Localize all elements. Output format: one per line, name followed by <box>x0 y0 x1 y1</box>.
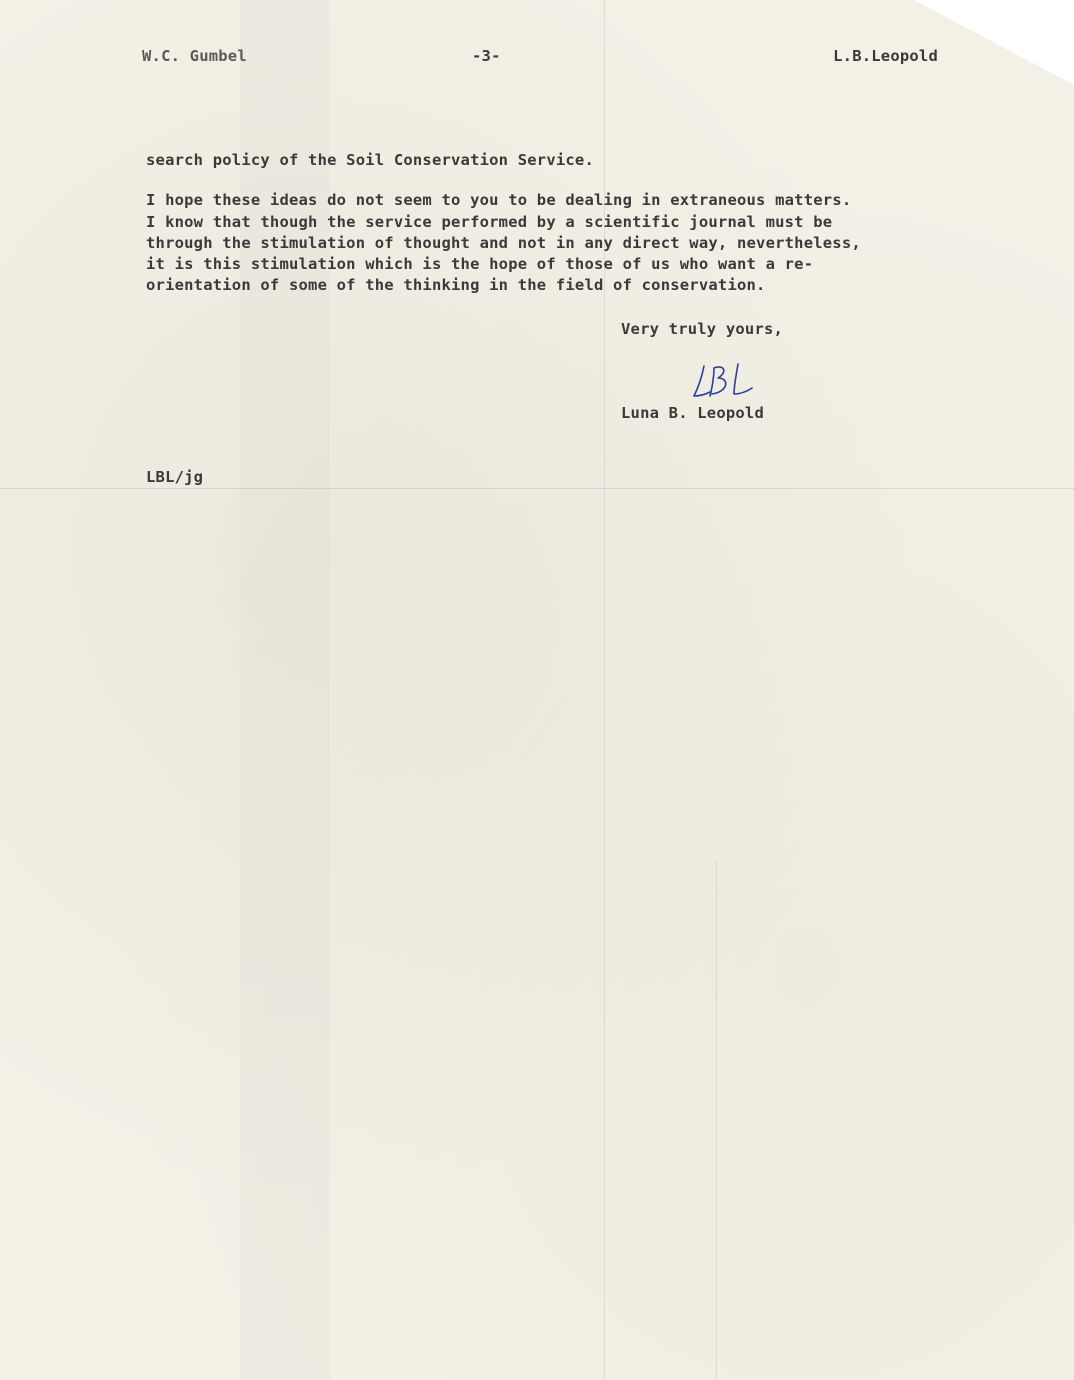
crease-line <box>716 860 717 1380</box>
closing-salutation: Very truly yours, <box>621 320 784 338</box>
fold-line-horizontal <box>0 488 1074 489</box>
signer-name: Luna B. Leopold <box>621 404 764 422</box>
letter-body <box>146 150 966 297</box>
handwritten-signature <box>684 354 764 404</box>
body-line: I hope these ideas do not seem to you to be dealing in extraneous matters. <box>146 191 852 210</box>
body-line: I know that though the service performed by a scientific journal must be <box>146 212 833 231</box>
header-recipient: W.C. Gumbel <box>142 47 247 65</box>
body-line: search policy of the Soil Conservation Service. <box>146 151 594 169</box>
torn-corner <box>914 0 1074 85</box>
page-number: -3- <box>472 47 501 65</box>
header-sender: L.B.Leopold <box>833 47 938 65</box>
reference-initials: LBL/jg <box>146 468 204 486</box>
body-line: through the stimulation of thought and not in any direct way, nevertheless, <box>146 233 861 252</box>
body-line: it is this stimulation which is the hope of those of us who want a re- <box>146 255 814 274</box>
body-line: orientation of some of the thinking in the field of conservation. <box>146 276 766 295</box>
